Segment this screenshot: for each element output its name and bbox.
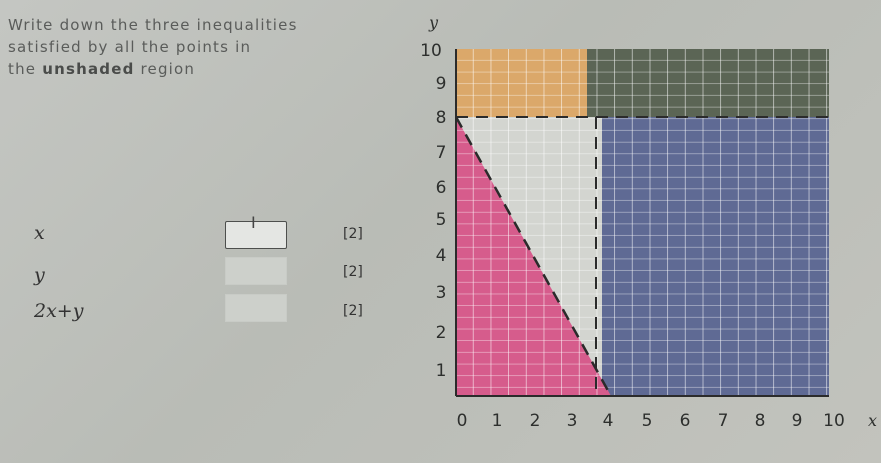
x-tick-labels (457, 411, 845, 431)
y-axis-label: y (429, 13, 439, 32)
question-line-1: Write down the three inequalities (8, 16, 298, 34)
y-tick-7: 7 (435, 143, 447, 163)
y-tick-1: 1 (435, 361, 447, 381)
x-tick-1: 1 (491, 411, 503, 431)
x-tick-0: 0 (456, 411, 468, 431)
y-tick-8: 8 (435, 108, 447, 128)
x-tick-5: 5 (641, 411, 653, 431)
x-tick-4: 4 (602, 411, 614, 431)
answer-label-y: y (34, 264, 45, 286)
x-tick-8: 8 (754, 411, 766, 431)
answer-label-2x-plus-y: 2x+y (34, 300, 84, 322)
y-tick-2: 2 (435, 323, 447, 343)
x-tick-6: 6 (679, 411, 691, 431)
marks-y: [2] (343, 264, 363, 280)
text-cursor-icon: I (251, 213, 256, 232)
question-line-3: the unshaded region (8, 60, 196, 78)
y-tick-labels (420, 41, 446, 381)
y-tick-3: 3 (435, 283, 447, 303)
unshaded-emphasis: unshaded (42, 60, 135, 78)
y-tick-6: 6 (435, 178, 447, 198)
marks-2x-plus-y: [2] (343, 303, 363, 319)
x-tick-7: 7 (717, 411, 729, 431)
marks-x: [2] (343, 226, 363, 242)
x-tick-9: 9 (791, 411, 803, 431)
x-tick-2: 2 (529, 411, 541, 431)
answer-label-x: x (34, 222, 45, 244)
x-tick-3: 3 (566, 411, 578, 431)
x-tick-10: 10 (823, 411, 845, 431)
question-line-2: satisfied by all the points in (8, 38, 252, 56)
y-tick-4: 4 (435, 246, 447, 266)
grid-lines (456, 49, 829, 396)
y-tick-5: 5 (435, 210, 447, 230)
x-axis-label: x (868, 411, 878, 430)
y-tick-9: 9 (435, 74, 447, 94)
y-tick-10: 10 (420, 41, 442, 61)
